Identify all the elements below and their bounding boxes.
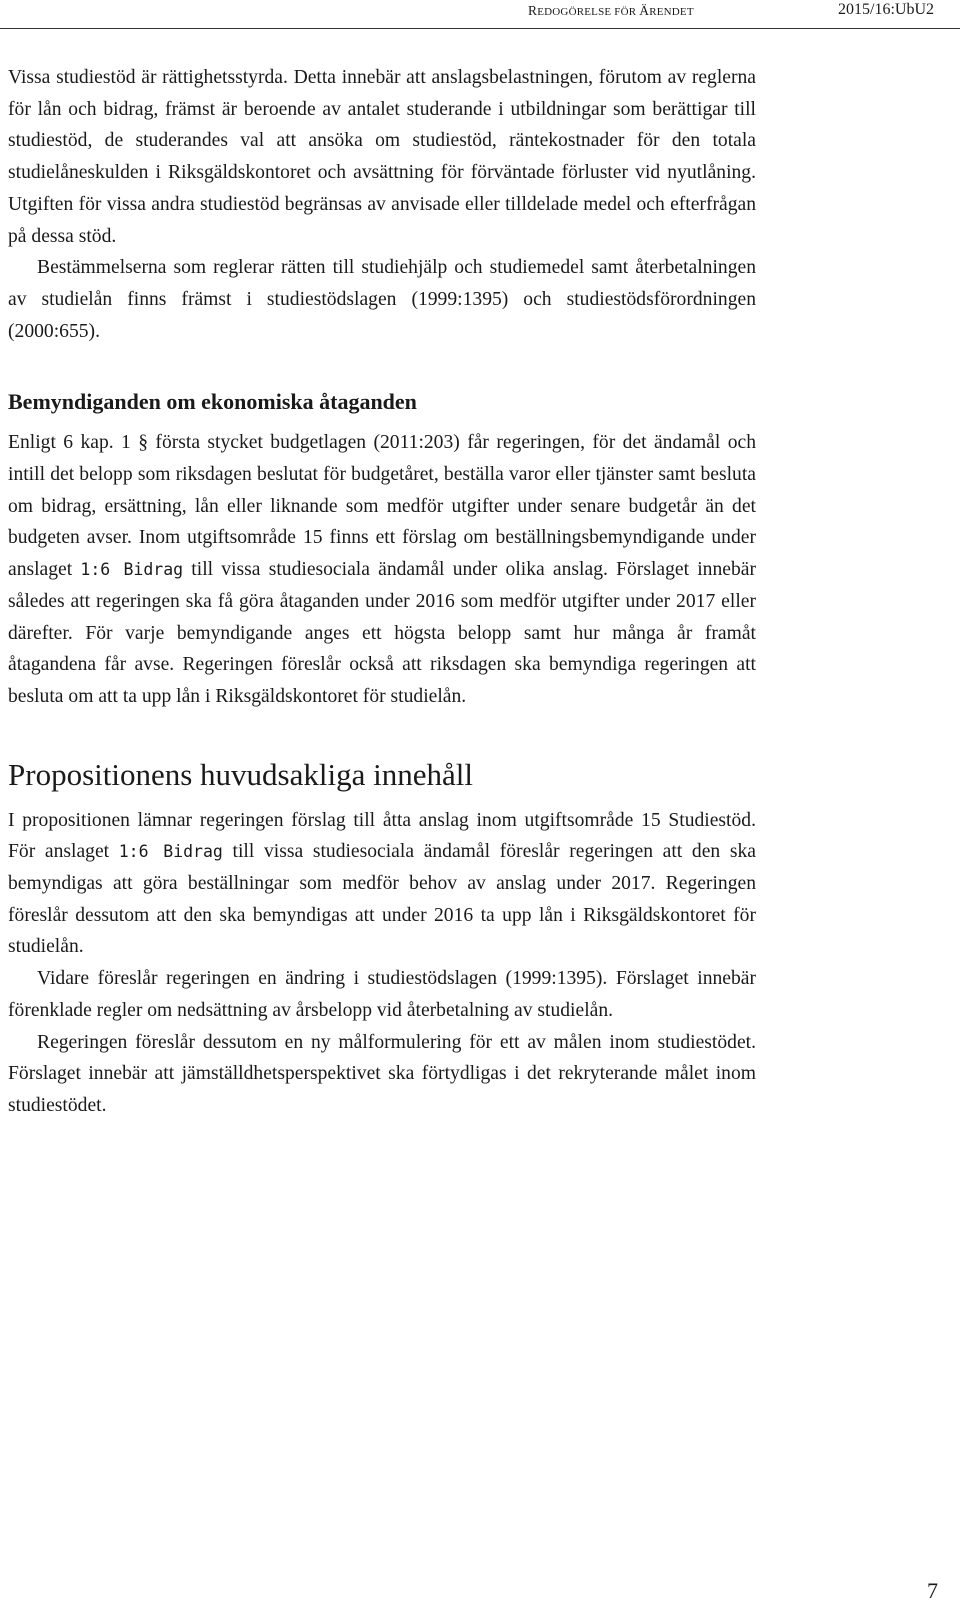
innehall-text-a: I propositionen lämnar regeringen förslag till åtta anslag inom utgiftsområde 15 Studiestöd. För anslaget [8,809,756,863]
innehall-paragraph-2: Vidare föreslår regeringen en ändring i studiestödslagen (1999:1395). Förslaget innebär förenklade regler om nedsättning av årsbelopp vid återbetalning av studielån. [8,968,756,1021]
header-doc-type-initial: R [528,3,538,18]
bemyndiganden-anslag-code: 1:6 Bidrag [80,560,184,580]
intro-paragraph-1: Vissa studiestöd är rättighetsstyrda. Detta innebär att anslagsbelastningen, förutom av reglerna för lån och bidrag, främst är beroende av antalet studerande i utbildningar som berättigar till studiestöd, de studerandes val att ansöka om studiestöd, räntekostnader för den totala studielåneskulden i Riksgäldskontoret och avsättning för förväntade förluster vid nyutlåning. Utgiften för vissa andra studiestöd begränsas av anvisade eller tilldelade medel och efterfrågan på dessa stöd. [8,67,756,247]
running-header [0,0,960,29]
header-doc-id: 2015/16:UbU2 [838,1,934,18]
innehall-text-b: till vissa studiesociala ändamål föreslår regeringen att den ska bemyndigas att göra beställningar som medför behov av anslag under 2017. Regeringen föreslår dessutom att den ska bemyndigas att under 2016 ta upp lån i Riksgäldskontoret för studielån. [8,841,756,958]
section-huvudsakliga-innehall [8,755,756,1122]
bemyndiganden-paragraph [8,427,756,712]
section-heading-propositionens: Propositionens huvudsakliga innehåll [8,756,473,792]
section-bemyndiganden [8,387,756,712]
innehall-anslag-code: 1:6 Bidrag [118,842,223,862]
document-body [8,62,756,1122]
page-number: 7 [927,1578,938,1603]
intro-paragraph-2: Bestämmelserna som reglerar rätten till studiehjälp och studiemedel samt återbetalningen av studielån finns främst i studiestödslagen (1999:1395) och studiestödsförordningen (2000:655). [8,257,756,342]
innehall-paragraph-3: Regeringen föreslår dessutom en ny målformulering för ett av målen inom studiestödet. Förslaget innebär att jämställdhetsperspektivet ska förtydligas i det rekryterande målet inom studiestödet. [8,1031,756,1116]
section-heading-bemyndiganden: Bemyndiganden om ekonomiska åtaganden [8,389,417,415]
header-doc-type [528,3,694,19]
bemyndiganden-text-b: till vissa studiesociala ändamål under olika anslag. Förslaget innebär således att regeringen ska få göra åtaganden under 2016 som medför utgifter under 2017 eller därefter. För varje bemyndigande anges ett högsta belopp samt hur många år framåt åtagandena får avse. Regeringen föreslår också att riksdagen ska bemyndiga regeringen att besluta om att ta upp lån i Riksgäldskontoret för studielån. [8,559,756,707]
header-doc-type-initial-2: Ä [639,3,650,18]
bemyndiganden-text-a: Enligt 6 kap. 1 § första stycket budgetlagen (2011:203) får regeringen, för det ändamål och intill det belopp som riksdagen beslutat för budgetåret, beställa varor eller tjänster samt besluta om bidrag, ersättning, lån eller liknande som medför utgifter under senare budgetår än det budgeten avser. Inom utgiftsområde 15 finns ett förslag om beställningsbemyndigande under anslaget [8,432,756,581]
header-doc-type-smallcaps: EDOGÖRELSE FÖR [537,6,640,18]
header-doc-type-smallcaps-2: RENDET [649,6,694,18]
innehall-paragraph-1 [8,805,756,964]
